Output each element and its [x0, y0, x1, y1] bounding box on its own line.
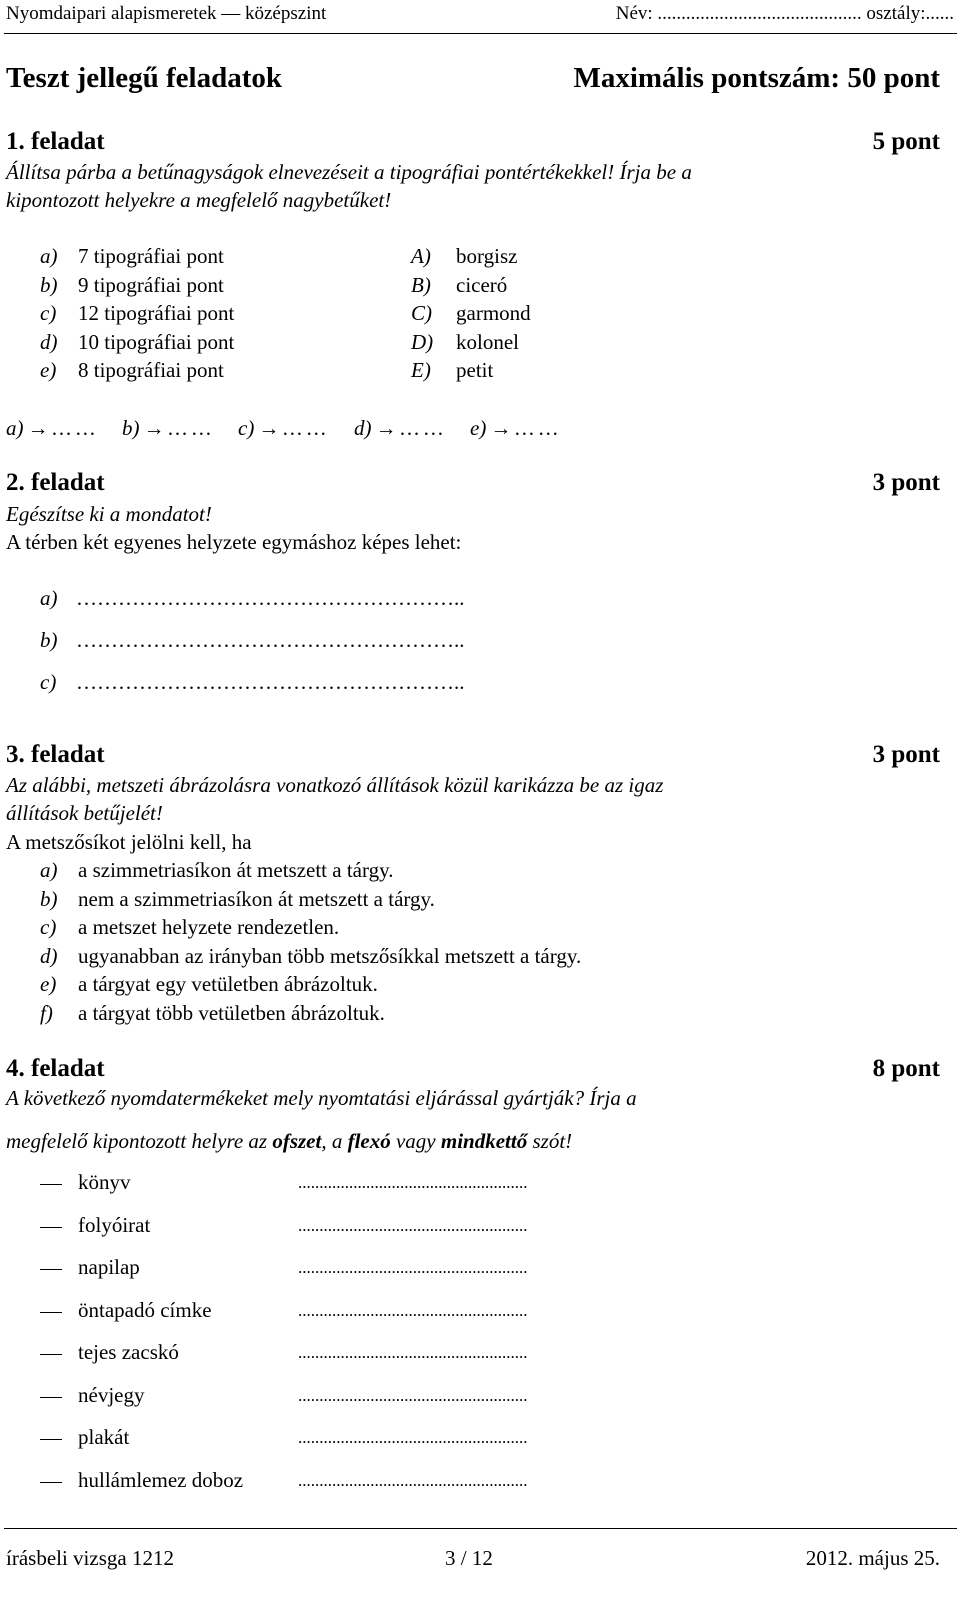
task1-right-item: garmond: [456, 301, 531, 325]
arrow-right-icon: →: [27, 416, 49, 440]
task1-title: 1. feladat: [6, 128, 105, 155]
task4-item-answer-field[interactable]: ......................................................: [298, 1385, 528, 1405]
task1-answer-blank[interactable]: … …: [52, 416, 96, 440]
task4-item-name: könyv: [78, 1170, 131, 1194]
task1-left-item: 8 tipográfiai pont: [78, 358, 224, 382]
task1-instruction-2: kipontozott helyekre a megfelelő nagybetűket!: [6, 188, 392, 212]
task4-item-answer-field[interactable]: ......................................................: [298, 1300, 528, 1320]
task1-left-label: a): [40, 244, 58, 268]
list-dash: [40, 1227, 62, 1228]
footer-exam-code: írásbeli vizsga 1212: [6, 1546, 174, 1570]
task4-item-name: folyóirat: [78, 1212, 151, 1237]
task4-item-answer-field[interactable]: ......................................................: [298, 1470, 528, 1490]
task1-instruction: Állítsa párba a betűnagyságok elnevezéseit a tipográfiai pontértékekkel! Írja be a: [6, 160, 692, 184]
list-dash: [40, 1269, 62, 1270]
task4-item-answer-field[interactable]: ......................................................: [298, 1428, 528, 1447]
arrow-right-icon: →: [143, 416, 165, 440]
task2-instruction: Egészítse ki a mondatot!: [6, 502, 212, 526]
task2-points: 3 pont: [872, 469, 940, 496]
task3-option-label[interactable]: d): [40, 943, 58, 968]
task4-instr-text: vagy: [390, 1129, 441, 1153]
task4-points: 8 pont: [872, 1055, 940, 1082]
header-rule: [4, 33, 957, 34]
task4-instruction: A következő nyomdatermékeket mely nyomtatási eljárással gyártják? Írja a: [6, 1086, 637, 1110]
task2-blank-label: a): [40, 586, 58, 610]
arrow-right-icon: →: [490, 416, 512, 440]
header-title: Nyomdaipari alapismeretek — középszint: [6, 3, 327, 24]
task1-answer-label: a): [6, 416, 24, 440]
task4-item-name: névjegy: [78, 1382, 145, 1407]
task1-right-label: C): [411, 301, 432, 325]
task1-left-label: c): [40, 301, 57, 325]
task1-answer-label: d): [354, 416, 372, 440]
task1-right-item: petit: [456, 358, 494, 382]
task4-item-name: plakát: [78, 1425, 130, 1449]
task1-answer-slot: [122, 416, 211, 441]
task4-instr-text: , a: [321, 1129, 348, 1153]
task4-item-answer-field[interactable]: ......................................................: [298, 1173, 528, 1192]
task4-word-flexo: flexó: [347, 1129, 391, 1153]
task4-item-answer-field[interactable]: ......................................................: [298, 1258, 528, 1277]
task2-blank-label: b): [40, 628, 58, 652]
task1-answer-slot: [238, 416, 326, 441]
task1-answer-label: b): [122, 416, 140, 440]
task3-title: 3. feladat: [6, 741, 105, 768]
task3-option-label[interactable]: b): [40, 886, 58, 911]
page-title: Teszt jellegű feladatok: [6, 62, 283, 94]
list-dash: [40, 1482, 62, 1483]
task1-left-item: 7 tipográfiai pont: [78, 244, 224, 268]
task1-right-item: borgisz: [456, 244, 518, 268]
task4-item-name: öntapadó címke: [78, 1297, 212, 1322]
arrow-right-icon: →: [258, 416, 280, 440]
footer-rule: [4, 1528, 957, 1529]
arrow-right-icon: →: [375, 416, 397, 440]
task3-instruction-2: állítások betűjelét!: [6, 801, 163, 825]
task1-left-item: 12 tipográfiai pont: [78, 301, 235, 325]
list-dash: [40, 1312, 62, 1313]
task1-points: 5 pont: [872, 128, 940, 155]
task1-answer-blank[interactable]: … …: [515, 416, 558, 440]
footer-date: 2012. május 25.: [805, 1546, 940, 1570]
list-dash: [40, 1354, 62, 1355]
task4-item-name: tejes zacskó: [78, 1340, 179, 1364]
list-dash: [40, 1439, 62, 1440]
footer-page-number: 3 / 12: [445, 1546, 493, 1570]
task1-answer-slot: [6, 416, 95, 441]
task3-option-text: a szimmetriasíkon át metszett a tárgy.: [78, 858, 394, 882]
task3-instruction: Az alábbi, metszeti ábrázolásra vonatkozó állítások közül karikázza be az igaz: [6, 773, 664, 797]
task1-answer-blank[interactable]: … …: [400, 416, 444, 440]
task1-right-item: ciceró: [456, 272, 508, 297]
task1-answer-label: c): [238, 416, 255, 440]
task3-option-text: ugyanabban az irányban több metszősíkkal metszett a tárgy.: [78, 943, 582, 968]
task4-word-ofszet: ofszet: [272, 1129, 322, 1153]
task3-option-text: a tárgyat több vetületben ábrázoltuk.: [78, 1000, 385, 1025]
task1-answer-slot: [354, 416, 443, 441]
task1-left-item: 10 tipográfiai pont: [78, 329, 235, 354]
task2-title: 2. feladat: [6, 469, 105, 496]
task1-answer-label: e): [470, 416, 487, 440]
task3-option-label[interactable]: e): [40, 972, 57, 996]
task1-right-label: A): [411, 244, 431, 268]
task1-right-label: B): [411, 272, 431, 297]
task3-option-text: nem a szimmetriasíkon át metszett a tárgy.: [78, 886, 435, 911]
task1-left-label: e): [40, 358, 57, 382]
task1-left-label: d): [40, 329, 58, 354]
header-name-class-field: Név: ........................................... osztály:......: [615, 3, 954, 24]
task4-title: 4. feladat: [6, 1055, 105, 1082]
task1-answer-blank[interactable]: … …: [168, 416, 212, 440]
task4-item-answer-field[interactable]: ......................................................: [298, 1343, 528, 1362]
max-points: Maximális pontszám: 50 pont: [573, 62, 940, 94]
task3-option-label[interactable]: a): [40, 858, 58, 882]
task3-option-text: a tárgyat egy vetületben ábrázoltuk.: [78, 972, 378, 996]
task1-left-item: 9 tipográfiai pont: [78, 272, 224, 297]
task2-blank-label: c): [40, 670, 57, 694]
task4-instr-text: szót!: [527, 1129, 573, 1153]
list-dash: [40, 1184, 62, 1185]
task3-option-text: a metszet helyzete rendezetlen.: [78, 915, 340, 939]
task4-item-name: hullámlemez doboz: [78, 1467, 244, 1492]
task2-sentence: A térben két egyenes helyzete egymáshoz képes lehet:: [6, 530, 462, 554]
task1-right-item: kolonel: [456, 329, 519, 354]
task4-item-answer-field[interactable]: ......................................................: [298, 1215, 528, 1235]
task4-item-name: napilap: [78, 1255, 140, 1279]
task3-option-label[interactable]: c): [40, 915, 57, 939]
task1-answer-blank[interactable]: … …: [283, 416, 326, 440]
task3-lead: A metszősíkot jelölni kell, ha: [6, 830, 252, 854]
task2-blank-line[interactable]: ………………………………………………..: [76, 586, 465, 610]
task2-blank-line[interactable]: ………………………………………………..: [76, 670, 465, 694]
list-dash: [40, 1397, 62, 1398]
task4-instruction-2: [6, 1129, 572, 1154]
task1-right-label: E): [411, 358, 431, 382]
task1-left-label: b): [40, 272, 58, 297]
task4-word-mindketto: mindkettő: [440, 1129, 528, 1153]
task1-answer-slot: [470, 416, 558, 441]
task4-instr-text: megfelelő kipontozott helyre az: [6, 1129, 273, 1153]
task3-points: 3 pont: [872, 741, 940, 768]
task3-option-label[interactable]: f): [40, 1000, 53, 1025]
task2-blank-line[interactable]: ………………………………………………..: [76, 628, 465, 652]
task1-right-label: D): [411, 329, 434, 354]
